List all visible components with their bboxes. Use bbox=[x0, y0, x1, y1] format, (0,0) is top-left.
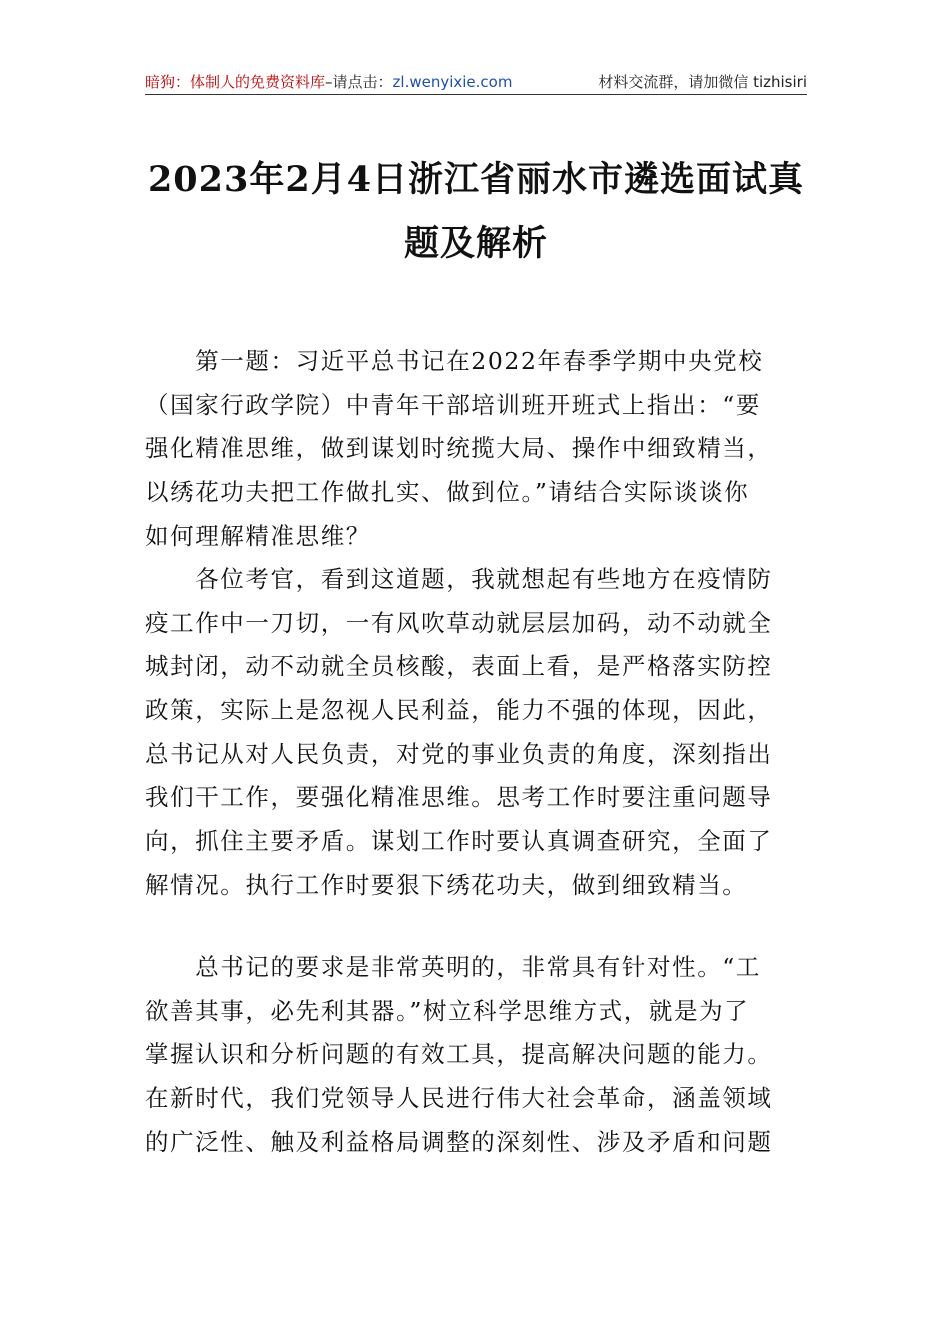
paragraph-answer-intro bbox=[145, 558, 807, 908]
paragraph-line: 在新时代，我们党领导人民进行伟大社会革命，涵盖领域 bbox=[145, 1084, 773, 1113]
paragraph-line: 第一题：习近平总书记在2022年春季学期中央党校 bbox=[145, 347, 764, 375]
header-brand: 暗狗：体制人的免费资料库 bbox=[145, 73, 326, 91]
paragraph-line: 政策，实际上是忽视人民利益，能力不强的体现，因此， bbox=[145, 696, 773, 725]
paragraph-answer-body bbox=[145, 946, 807, 1164]
paragraph-line: 欲善其事，必先利其器。”树立科学思维方式，就是为了 bbox=[145, 996, 750, 1025]
page-header bbox=[145, 70, 807, 94]
document-title bbox=[145, 148, 807, 276]
paragraph-line: 向，抓住主要矛盾。谋划工作时要认真调查研究，全面了 bbox=[145, 827, 773, 856]
paragraph-line: 的广泛性、触及利益格局调整的深刻性、涉及矛盾和问题 bbox=[145, 1127, 773, 1156]
paragraph-question-1 bbox=[145, 340, 807, 558]
title-line-1: 2023年2月4日浙江省丽水市遴选面试真 bbox=[147, 159, 805, 200]
paragraph-line: 我们干工作，要强化精准思维。思考工作时要注重问题导 bbox=[145, 783, 773, 812]
paragraph-line: 总书记的要求是非常英明的，非常具有针对性。“工 bbox=[145, 953, 762, 981]
paragraph-line: 解情况。执行工作时要狠下绣花功夫，做到细致精当。 bbox=[145, 870, 748, 899]
paragraph-line: 掌握认识和分析问题的有效工具，提高解决问题的能力。 bbox=[145, 1040, 773, 1069]
paragraph-line: 各位考官，看到这道题，我就想起有些地方在疫情防 bbox=[145, 565, 773, 593]
paragraph-line: 强化精准思维，做到谋划时统揽大局、操作中细致精当， bbox=[145, 434, 773, 463]
header-link[interactable]: zl.wenyixie.com bbox=[392, 73, 513, 91]
paragraph-line: 总书记从对人民负责，对党的事业负责的角度，深刻指出 bbox=[145, 739, 773, 768]
paragraph-line: （国家行政学院）中青年干部培训班开班式上指出：“要 bbox=[145, 390, 762, 419]
paragraph-line: 城封闭，动不动就全员核酸，表面上看，是严格落实防控 bbox=[145, 652, 773, 681]
header-right-text: 材料交流群，请加微信 tizhisiri bbox=[598, 73, 807, 91]
title-line-2: 题及解析 bbox=[403, 223, 548, 264]
header-divider bbox=[145, 94, 807, 95]
paragraph-line: 疫工作中一刀切，一有风吹草动就层层加码，动不动就全 bbox=[145, 608, 773, 637]
paragraph-line: 如何理解精准思维？ bbox=[145, 521, 371, 550]
paragraph-line: 以绣花功夫把工作做扎实、做到位。”请结合实际谈谈你 bbox=[145, 478, 750, 507]
header-separator: –请点击： bbox=[325, 73, 393, 91]
